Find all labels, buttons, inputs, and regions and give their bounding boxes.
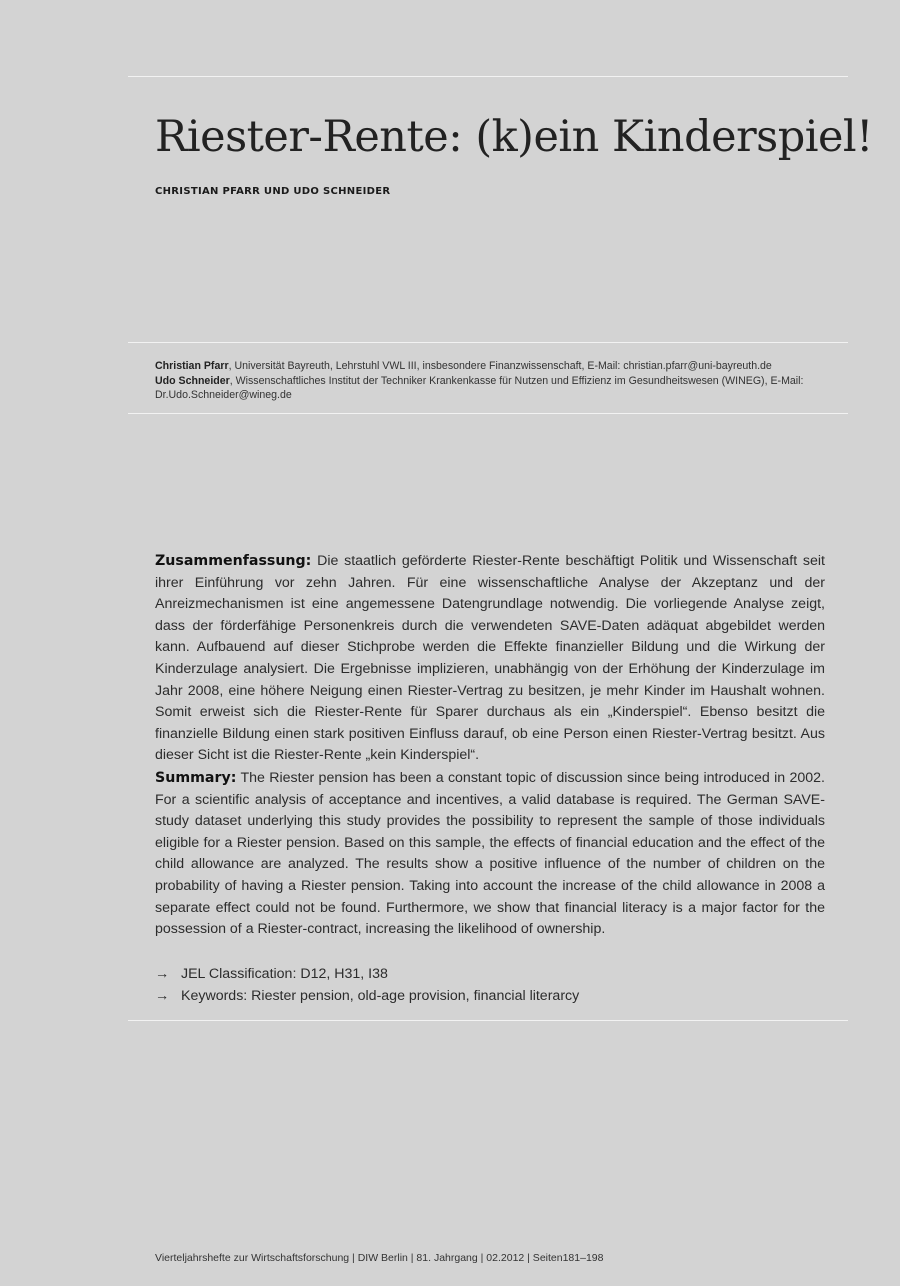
article-title: Riester-Rente: (k)ein Kinderspiel!	[155, 112, 873, 162]
abstract-english-label: Summary:	[155, 770, 237, 786]
classification-list	[155, 964, 579, 1007]
journal-footer: Vierteljahrshefte zur Wirtschaftsforschung | DIW Berlin | 81. Jahrgang | 02.2012 | Seiten181–198	[155, 1252, 604, 1264]
affiliation-entry	[155, 374, 845, 403]
bottom-rule	[128, 1020, 848, 1021]
affiliation-entry	[155, 359, 845, 374]
author-name: Christian Pfarr	[155, 360, 229, 372]
affiliation-text: , Universität Bayreuth, Lehrstuhl VWL III, insbesondere Finanzwissenschaft, E-Mail: christian.pfarr@uni-bayreuth.de	[228, 360, 772, 372]
arrow-right-icon: →	[155, 987, 170, 1004]
keywords	[155, 986, 579, 1008]
abstract-german	[155, 551, 825, 767]
keywords-text: Keywords: Riester pension, old-age provision, financial literarcy	[181, 987, 580, 1004]
author-affiliations	[155, 359, 845, 403]
jel-classification	[155, 964, 579, 986]
author-name: Udo Schneider	[155, 374, 230, 387]
abstract-german-text: Die staatlich geförderte Riester-Rente beschäftigt Politik und Wissenschaft seit ihrer Einführung vor zehn Jahren. Für eine wissenschaftliche Analyse der Akzeptanz und der Anreizmechanismen ist eine angemessene Datengrundlage notwendig. Die vorliegende Analyse zeigt, dass der förderfähige Personenkreis durch die verwendeten SAVE-Daten adäquat abgebildet werden kann. Aufbauend auf dieser Stichprobe werden die Effekte finanzieller Bildung und die Wirkung der Kinderzulage analysiert. Die Ergebnisse implizieren, unabhängig von der Erhöhung der Kinderzulage im Jahr 2008, eine höhere Neigung einen Riester-Vertrag zu besitzen, je mehr Kinder im Haushalt wohnen. Somit erweist sich die Riester-Rente für Sparer durchaus als ein „Kinderspiel“. Ebenso besitzt die finanzielle Bildung einen stark positiven Einfluss darauf, ob eine Person einen Riester-Vertrag besitzt. Aus dieser Sicht ist die Riester-Rente „kein Kinderspiel“.	[155, 553, 825, 764]
arrow-right-icon: →	[155, 966, 170, 982]
affiliation-top-rule	[128, 342, 848, 343]
abstract-german-label: Zusammenfassung:	[155, 553, 312, 569]
top-rule	[128, 76, 848, 77]
affiliation-text: , Wissenschaftliches Institut der Techniker Krankenkasse für Nutzen und Effizienz im Gesundheitswesen (WINEG), E-Mail: Dr.Udo.Schneider@wineg.de	[155, 374, 804, 401]
jel-text: JEL Classification: D12, H31, I38	[181, 966, 388, 982]
affiliation-bottom-rule	[128, 413, 848, 414]
abstract-english	[155, 768, 825, 941]
abstract-english-text: The Riester pension has been a constant topic of discussion since being introduced in 2002. For a scientific analysis of acceptance and incentives, a valid database is required. The German SAVE-study dataset underlying this study provides the possibility to represent the sample of those individuals eligible for a Riester pension. Based on this sample, the effects of financial education and the effect of the child allowance are analyzed. The results show a positive influence of the number of children on the probability of having a Riester pension. Taking into account the increase of the child allowance in 2008 a separate effect could not be found. Furthermore, we show that financial literacy is a major factor for the possession of a Riester-contract, increasing the likelihood of ownership.	[155, 770, 825, 938]
article-authors: CHRISTIAN PFARR UND UDO SCHNEIDER	[155, 186, 391, 197]
